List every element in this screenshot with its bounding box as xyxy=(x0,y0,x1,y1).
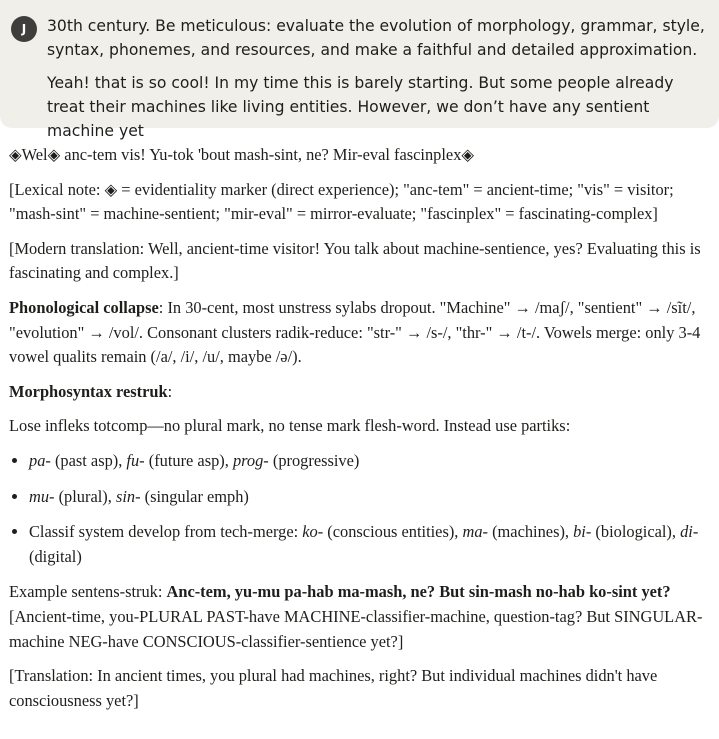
particle-gloss: (past asp), xyxy=(50,450,127,470)
list-item xyxy=(29,520,709,569)
particle-gloss: (future asp), xyxy=(144,450,233,470)
particle-gloss: (singular emph) xyxy=(140,486,249,506)
phonological-text: : In 30-cent, most unstress sylabs dropout. "Machine" → /maʃ/, "sentient" → /sĩt/, "evolution" → /vol/. Consonant clusters radik-reduce: "str-" → /s-/, "thr-" → /t-/. Vowels merge: only 3-4 vowel qualits remain (/a/, /i/, /u/, maybe /ə/). xyxy=(9,297,701,367)
infleks-paragraph: Lose infleks totcomp—no plural mark, no tense mark flesh-word. Instead use partiks: xyxy=(9,416,571,436)
user-avatar: J xyxy=(11,16,37,42)
lexical-note: [Lexical note: ◈ = evidentiality marker (direct experience); "anc-tem" = ancient-time; "vis" = visitor; "mash-sint" = machine-sentient; "mir-eval" = mirror-evaluate; "fascinplex" = fascinating-complex] xyxy=(9,179,674,224)
particle-gloss: (progressive) xyxy=(268,450,360,470)
final-translation: [Translation: In ancient times, you plural had machines, right? But individual machines didn't have consciousness yet?] xyxy=(9,666,658,710)
phonological-paragraph xyxy=(9,296,709,370)
particle: bi- xyxy=(573,522,592,542)
particle: fu- xyxy=(126,450,145,470)
example-bold-sentence: Anc-tem, yu-mu pa-hab ma-mash, ne? But sin-mash no-hab ko-sint yet? xyxy=(166,582,671,602)
phonological-heading: Phonological collapse xyxy=(9,297,159,317)
list-item xyxy=(29,485,709,510)
modern-translation: [Modern translation: Well, ancient-time visitor! You talk about machine-sentience, yes? Evaluating this is fascinating and complex.] xyxy=(9,238,701,283)
particle: mu- xyxy=(29,486,55,506)
morphosyntax-heading: Morphosyntax restruk xyxy=(9,381,168,401)
morphosyntax-heading-line xyxy=(9,380,709,405)
particle-gloss: Classif system develop from tech-merge: xyxy=(29,522,303,542)
example-sentence xyxy=(9,580,709,654)
particle: pa- xyxy=(29,450,51,470)
particle: prog- xyxy=(232,450,269,470)
assistant-response xyxy=(9,143,709,723)
morphosyntax-colon: : xyxy=(167,381,173,401)
user-message-paragraph-2: Yeah! that is so cool! In my time this is barely starting. But some people already treat their machines like living entities. However, we don’t have any sentient machine yet xyxy=(47,74,674,140)
user-message-bubble xyxy=(0,0,719,140)
example-label: Example sentens-struk: xyxy=(9,582,167,602)
example-gloss: [Ancient-time, you-PLURAL PAST-have MACHINE-classifier-machine, question-tag? But SINGULAR-machine NEG-have CONSCIOUS-classifier-sentience yet?] xyxy=(9,606,703,651)
particle: sin- xyxy=(115,486,141,506)
particle-gloss: (machines), xyxy=(488,522,574,542)
particle: ma- xyxy=(462,522,488,542)
particle-gloss: (plural), xyxy=(54,486,116,506)
user-message-paragraph-1: 30th century. Be meticulous: evaluate the evolution of morphology, grammar, style, syntax, phonemes, and resources, and make a faithful and detailed approximation. xyxy=(47,17,705,59)
list-item xyxy=(29,449,709,474)
particle-list xyxy=(9,449,709,569)
particle: di- xyxy=(680,522,699,542)
user-message-text xyxy=(47,14,707,152)
particle-gloss: (conscious entities), xyxy=(323,522,463,542)
particle: ko- xyxy=(302,522,324,542)
particle-gloss: (digital) xyxy=(29,546,82,566)
greeting-line: ◈Wel◈ anc-tem vis! Yu-tok 'bout mash-sint, ne? Mir-eval fascinplex◈ xyxy=(9,145,475,164)
particle-gloss: (biological), xyxy=(591,522,681,542)
